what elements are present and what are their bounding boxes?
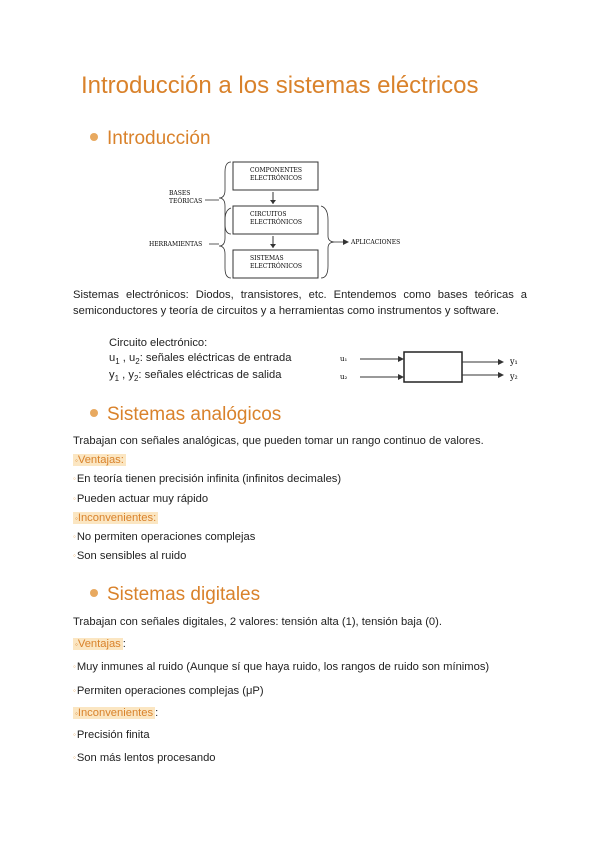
list-item-text: En teoría tienen precisión infinita (infinitos decimales) [76,473,342,485]
inconvenientes-text: Inconvenientes [77,707,154,719]
arrow-icon [270,200,276,204]
circuit-block-diagram [336,348,526,390]
list-item-text: Precisión finita [76,729,150,741]
label-herramientas: HERRAMIENTAS [149,241,203,248]
box-components-label: COMPONENTES [250,167,302,174]
ventajas-text: Ventajas: [77,454,124,466]
list-item: ◦Precisión finita [73,729,150,741]
heading-text: Sistemas analógicos [107,404,282,425]
inputs-text: señales eléctricas de entrada [145,352,292,364]
intro-paragraph: Sistemas electrónicos: Diodos, transistores, etc. Entendemos como bases teóricas a semiconductores y teoría de circuitos y a herramientas como instrumentos y software. [73,289,527,317]
list-item-text: Son más lentos procesando [76,752,216,764]
bullet-dot [90,409,98,417]
bullet-dot [90,589,98,597]
label-y1: y₁ [510,357,518,366]
list-item-text: Pueden actuar muy rápido [76,493,209,505]
list-item: ◦Son más lentos procesando [73,752,216,764]
circuit-title: Circuito electrónico: [109,337,208,349]
list-item: ◦En teoría tienen precisión infinita (infinitos decimales) [73,473,342,485]
box-systems-label-2: ELECTRÓNICOS [250,263,303,270]
list-item: ◦Permiten operaciones complejas (μP) [73,685,264,697]
box-circuits-label-2: ELECTRÓNICOS [250,219,303,226]
arrow-icon [398,374,404,380]
inputs-line: $u_1$ , $u_2$: señales eléctricas de entrada [109,352,292,367]
bullet-dot [90,133,98,141]
label-teoricas: TEÓRICAS [169,198,203,205]
arrow-icon [343,239,349,245]
section-heading-analog [90,404,281,426]
digital-inconvenientes-label: ◦Inconvenientes : [75,707,159,719]
systems-hierarchy-diagram [145,158,430,282]
heading-text: Sistemas digitales [107,584,261,605]
heading-text: Introducción [107,128,211,149]
digital-paragraph: Trabajan con señales digitales, 2 valores: tensión alta (1), tensión baja (0). [73,616,442,628]
arrow-icon [498,372,504,378]
page-title: Introducción a los sistemas eléctricos [81,72,479,99]
box-circuits-label: CIRCUITOS [250,211,287,218]
analog-ventajas-label: ◦Ventajas: [75,454,124,466]
arrow-icon [270,244,276,248]
brace-icon [321,206,335,278]
list-item-text: Permiten operaciones complejas (μP) [76,685,264,697]
list-item: ◦Pueden actuar muy rápido [73,493,209,505]
outputs-text: señales eléctricas de salida [144,369,282,381]
inconvenientes-text: Inconvenientes: [77,512,157,524]
list-item: ◦Son sensibles al ruido [73,550,187,562]
section-heading-digital [90,584,260,606]
list-item: ◦No permiten operaciones complejas [73,531,256,543]
list-item-text: Son sensibles al ruido [76,550,187,562]
arrow-icon [498,359,504,365]
list-item: ◦Muy inmunes al ruido (Aunque sí que haya ruido, los rangos de ruido son mínimos) [73,661,490,673]
ventajas-text: Ventajas [77,638,121,650]
box-components-label-2: ELECTRÓNICOS [250,175,303,182]
label-bases: BASES [169,190,191,197]
label-u2: u₂ [340,373,348,381]
digital-ventajas-label: ◦Ventajas : [75,638,126,650]
arrow-icon [398,356,404,362]
label-y2: y₂ [510,372,518,381]
label-u1: u₁ [340,355,348,363]
analog-inconvenientes-label: ◦Inconvenientes: [75,512,157,524]
brace-icon [219,208,231,278]
outputs-line: $y_1$ , $y_2$: señales eléctricas de salida [109,369,282,384]
label-aplicaciones: APLICACIONES [351,239,401,246]
list-item-text: Muy inmunes al ruido (Aunque sí que haya ruido, los rangos de ruido son mínimos) [76,661,490,673]
list-item-text: No permiten operaciones complejas [76,531,256,543]
analog-paragraph: Trabajan con señales analógicas, que pueden tomar un rango continuo de valores. [73,435,484,447]
box-systems-label: SISTEMAS [250,255,284,262]
section-heading-intro [90,128,211,150]
system-block [404,352,462,382]
